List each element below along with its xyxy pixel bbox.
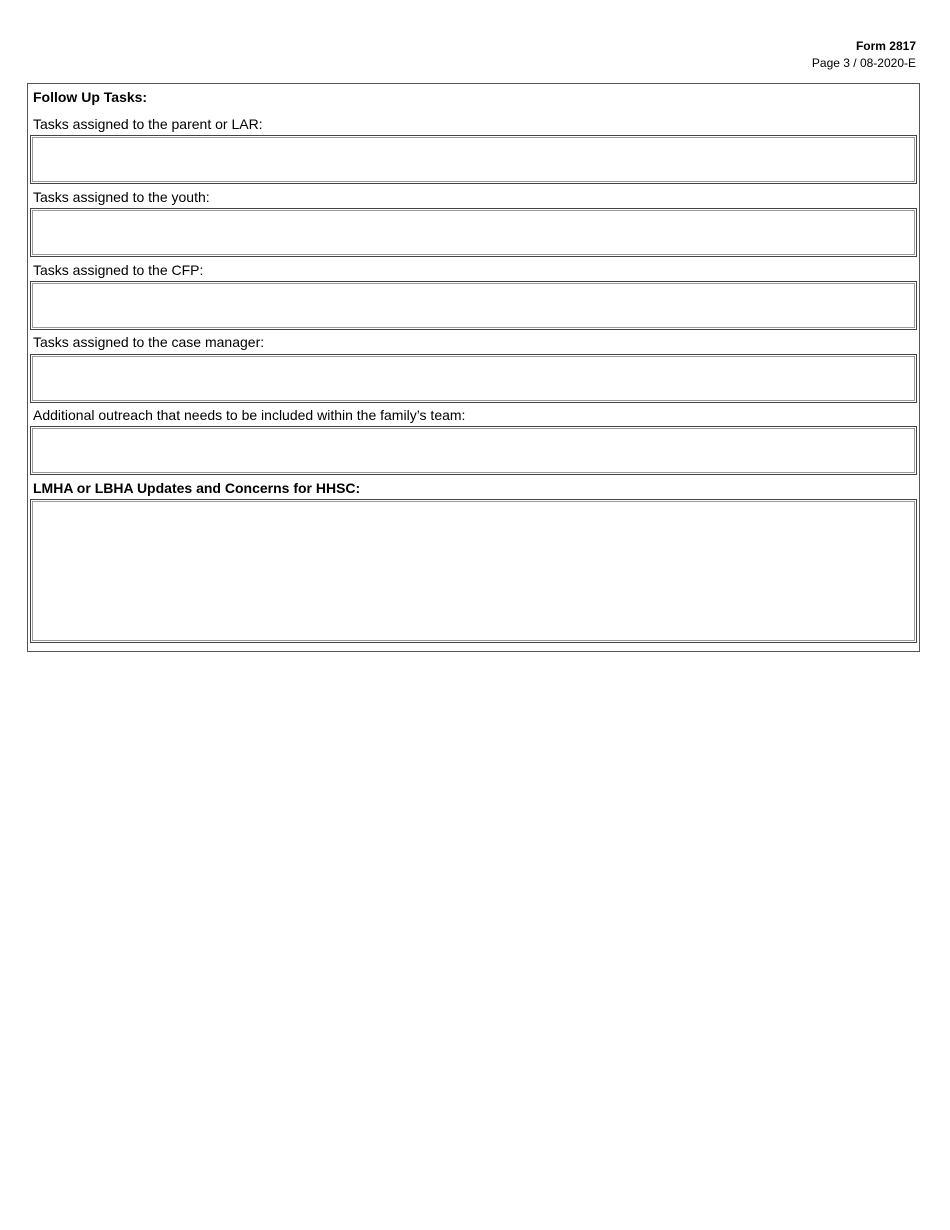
updates-concerns-field[interactable] [30,499,917,643]
youth-tasks-field[interactable] [30,208,917,257]
form-id: Form 2817 [855,39,916,53]
updates-concerns-label: LMHA or LBHA Updates and Concerns for HHSC: [33,480,361,496]
parent-tasks-label: Tasks assigned to the parent or LAR: [33,116,263,132]
cfp-tasks-field[interactable] [30,281,917,330]
follow-up-tasks-section [27,83,920,652]
page-info: Page 3 / 08-2020-E [811,56,916,70]
youth-tasks-label: Tasks assigned to the youth: [33,189,210,205]
form-header [812,38,916,72]
case-manager-tasks-label: Tasks assigned to the case manager: [33,334,265,350]
additional-outreach-label: Additional outreach that needs to be included within the family’s team: [33,407,466,423]
section-title: Follow Up Tasks: [33,89,148,105]
parent-tasks-field[interactable] [30,135,917,184]
additional-outreach-field[interactable] [30,426,917,475]
case-manager-tasks-field[interactable] [30,354,917,403]
cfp-tasks-label: Tasks assigned to the CFP: [33,262,204,278]
